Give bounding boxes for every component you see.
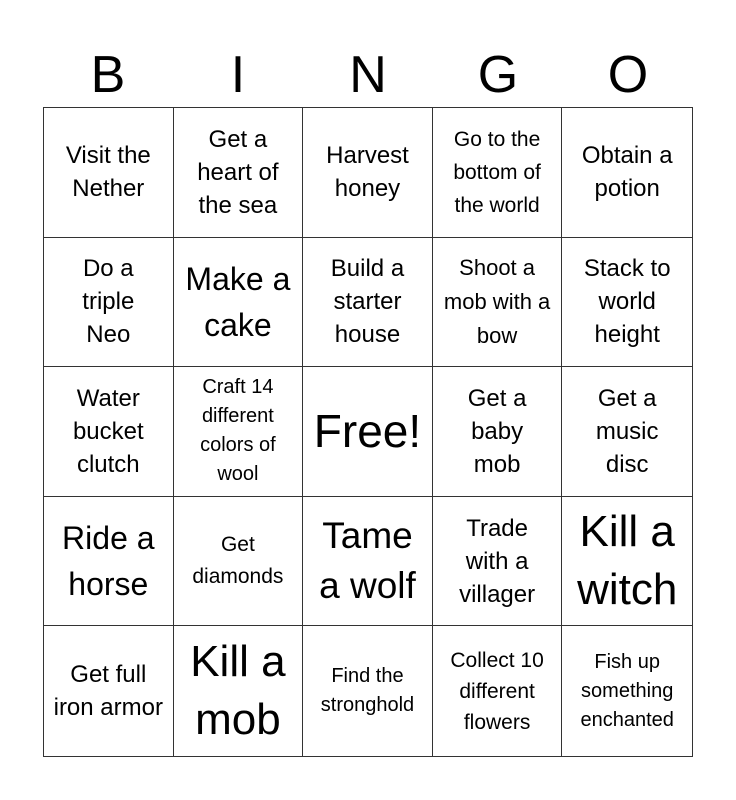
bingo-cell-r2c3[interactable]	[303, 238, 433, 368]
bingo-cell-r3c2[interactable]	[174, 367, 304, 497]
bingo-cell-label: Collect 10 different flowers	[450, 648, 544, 734]
bingo-cell-r5c4[interactable]	[433, 626, 563, 756]
bingo-cell-r1c2[interactable]	[174, 108, 304, 238]
header-letter-g: G	[477, 46, 519, 104]
bingo-cell-r4c1[interactable]	[44, 497, 174, 627]
bingo-cell-label: Get full iron armor	[53, 661, 163, 722]
bingo-cell-label: Obtain a potion	[581, 142, 673, 203]
bingo-cell-r1c4[interactable]	[433, 108, 563, 238]
header-letter-b: B	[90, 46, 126, 104]
bingo-cell-label: Kill a mob	[190, 637, 286, 745]
bingo-cell-label: Fish up something enchanted	[580, 650, 674, 731]
bingo-cell-label: Get a baby mob	[467, 384, 527, 478]
bingo-cell-r2c4[interactable]	[433, 238, 563, 368]
bingo-cell-label: Build a starter house	[330, 255, 405, 349]
bingo-cell-label: Kill a witch	[577, 507, 678, 615]
bingo-cell-r4c3[interactable]	[303, 497, 433, 627]
bingo-cell-r5c5[interactable]	[562, 626, 692, 756]
header-letter-o: O	[607, 46, 649, 104]
bingo-cell-label: Get a heart of the sea	[197, 125, 279, 219]
bingo-cell-label: Stack to world height	[583, 255, 671, 349]
bingo-cell-r1c5[interactable]	[562, 108, 692, 238]
bingo-cell-r3c1[interactable]	[44, 367, 174, 497]
bingo-cell-label: Visit the Nether	[65, 142, 151, 203]
bingo-cell-label: Make a cake	[185, 260, 291, 343]
header-letter-i: I	[230, 46, 246, 104]
bingo-cell-r5c2[interactable]	[174, 626, 304, 756]
bingo-cell-label: Do a triple Neo	[82, 255, 135, 349]
bingo-cell-r2c1[interactable]	[44, 238, 174, 368]
bingo-cell-label: Water bucket clutch	[72, 384, 144, 478]
bingo-cell-r1c3[interactable]	[303, 108, 433, 238]
bingo-cell-label: Get diamonds	[192, 533, 284, 589]
bingo-cell-r4c4[interactable]	[433, 497, 563, 627]
bingo-cell-label: Ride a horse	[62, 520, 155, 603]
bingo-cell-label: Go to the bottom of the world	[453, 127, 541, 217]
bingo-cell-label: Get a music disc	[595, 384, 659, 478]
bingo-cell-label: Shoot a mob with a bow	[443, 254, 551, 348]
bingo-cell-label: Trade with a villager	[459, 514, 536, 608]
bingo-cell-label: Find the stronghold	[320, 665, 415, 717]
bingo-cell-r2c2[interactable]	[174, 238, 304, 368]
bingo-cell-r4c5[interactable]	[562, 497, 692, 627]
bingo-cell-r3c3[interactable]	[303, 367, 433, 497]
bingo-cell-r5c1[interactable]	[44, 626, 174, 756]
bingo-cell-label: Free!	[313, 405, 422, 458]
bingo-cell-label: Harvest honey	[326, 142, 409, 203]
bingo-cell-label: Tame a wolf	[319, 515, 416, 607]
bingo-cell-r3c5[interactable]	[562, 367, 692, 497]
bingo-cell-r2c5[interactable]	[562, 238, 692, 368]
bingo-cell-r5c3[interactable]	[303, 626, 433, 756]
bingo-header	[43, 42, 693, 108]
bingo-cell-r3c4[interactable]	[433, 367, 563, 497]
header-letter-n: N	[349, 46, 387, 104]
bingo-cell-r1c1[interactable]	[44, 108, 174, 238]
bingo-cell-r4c2[interactable]	[174, 497, 304, 627]
bingo-cell-label: Craft 14 different colors of wool	[200, 376, 276, 486]
bingo-board	[43, 107, 693, 757]
